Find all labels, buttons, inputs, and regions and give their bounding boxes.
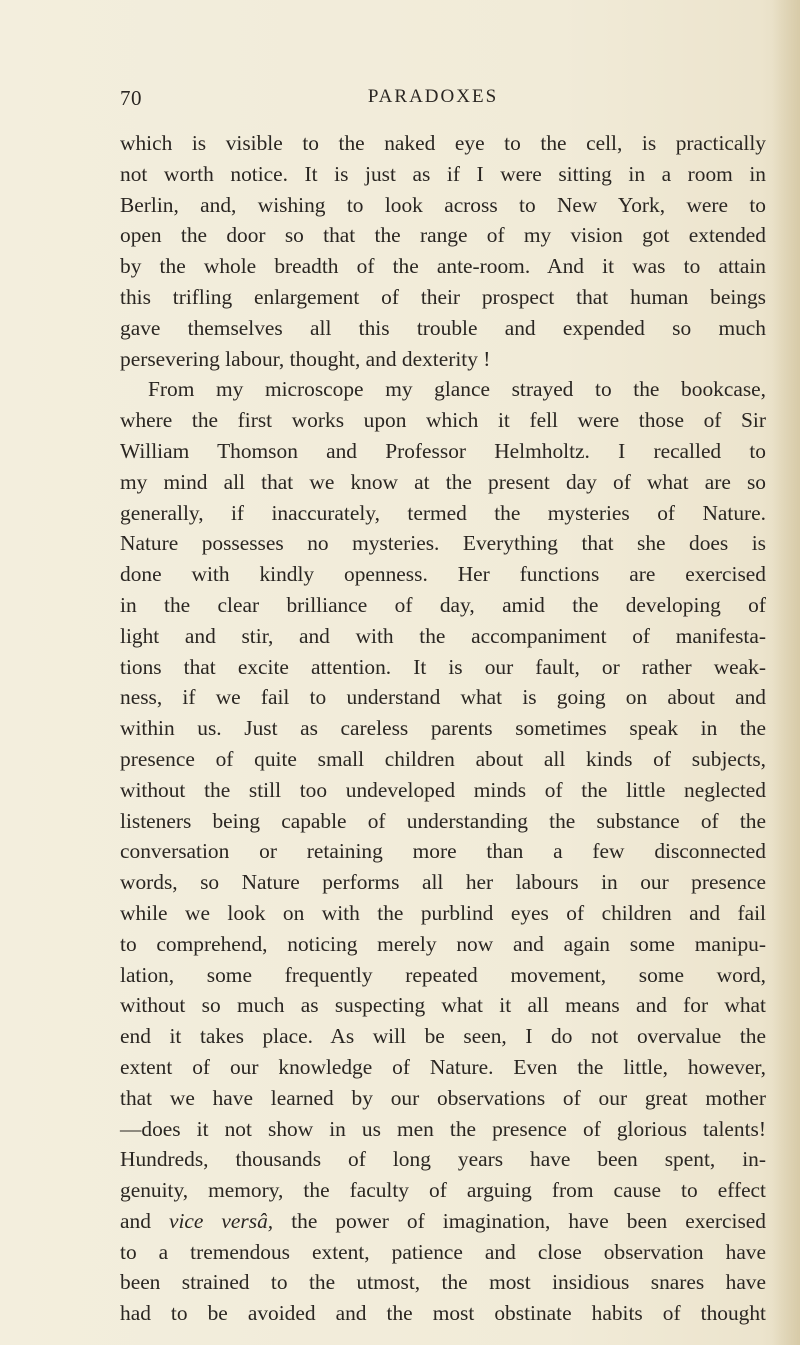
text-line: this trifling enlargement of their prospect that human beings (120, 284, 766, 309)
text-line: tions that excite attention. It is our fault, or rather weak- (120, 654, 766, 679)
text-line: words, so Nature performs all her labours in our presence (120, 870, 766, 895)
italic-phrase: vice versâ, (168, 1208, 274, 1233)
page-number: 70 (120, 86, 142, 110)
text-line: light and stir, and with the accompaniment of manifesta- (120, 623, 766, 648)
text-line: presence of quite small children about all kinds of subjects, (120, 746, 766, 771)
text-line: which is visible to the naked eye to the cell, is practically (120, 131, 766, 155)
paragraph-start-line: From my microscope my glance strayed to the bookcase, (148, 377, 766, 402)
text-line: generally, if inaccurately, termed the mysteries of Nature. (120, 500, 766, 525)
text-line: listeners being capable of understanding the substance of the (120, 808, 766, 833)
text-segment: and (120, 1208, 151, 1233)
running-head (120, 86, 716, 116)
text-line-with-italic (120, 1206, 766, 1237)
text-line: genuity, memory, the faculty of arguing from cause to effect (120, 1178, 766, 1203)
text-line: while we look on with the purblind eyes of children and fail (120, 900, 766, 925)
text-line: my mind all that we know at the present day of what are so (120, 469, 766, 494)
text-line: lation, some frequently repeated movement, some word, (120, 962, 766, 987)
text-line: William Thomson and Professor Helmholtz. I recalled to (120, 438, 766, 463)
running-title: PARADOXES (367, 86, 499, 107)
text-line: without so much as suspecting what it all means and for what (120, 993, 766, 1018)
text-line: been strained to the utmost, the most insidious snares have (120, 1270, 766, 1295)
text-line: without the still too undeveloped minds of the little neglected (120, 777, 766, 802)
text-line: end it takes place. As will be seen, I do not overvalue the (120, 1024, 766, 1049)
text-line: —does it not show in us men the presence of glorious talents! (120, 1116, 766, 1141)
text-line: gave themselves all this trouble and expended so much (120, 315, 766, 340)
text-line: to comprehend, noticing merely now and again some manipu- (120, 931, 766, 956)
text-line: had to be avoided and the most obstinate habits of thought (120, 1301, 766, 1326)
text-line: ness, if we fail to understand what is going on about and (120, 685, 766, 710)
text-line: conversation or retaining more than a few disconnected (120, 839, 766, 864)
text-line: Berlin, and, wishing to look across to New York, were to (120, 192, 766, 217)
text-line: within us. Just as careless parents sometimes speak in the (120, 716, 766, 741)
text-line: by the whole breadth of the ante-room. And it was to attain (120, 254, 766, 279)
body-text (120, 128, 766, 1329)
page-edge-shading (772, 0, 800, 1345)
text-line: in the clear brilliance of day, amid the developing of (120, 592, 766, 617)
paragraph-end-line: persevering labour, thought, and dexterity ! (120, 346, 491, 371)
text-segment: the power of imagination, have been exercised (291, 1208, 766, 1233)
text-line: Nature possesses no mysteries. Everything that she does is (120, 531, 766, 556)
text-line: open the door so that the range of my vision got extended (120, 223, 766, 248)
text-line: Hundreds, thousands of long years have been spent, in- (120, 1147, 766, 1172)
text-line: where the first works upon which it fell were those of Sir (120, 408, 766, 433)
text-line: to a tremendous extent, patience and close observation have (120, 1239, 766, 1264)
text-line: done with kindly openness. Her functions are exercised (120, 562, 766, 587)
text-line: extent of our knowledge of Nature. Even the little, however, (120, 1054, 766, 1079)
text-line: that we have learned by our observations of our great mother (120, 1085, 766, 1110)
text-line: not worth notice. It is just as if I were sitting in a room in (120, 161, 766, 186)
